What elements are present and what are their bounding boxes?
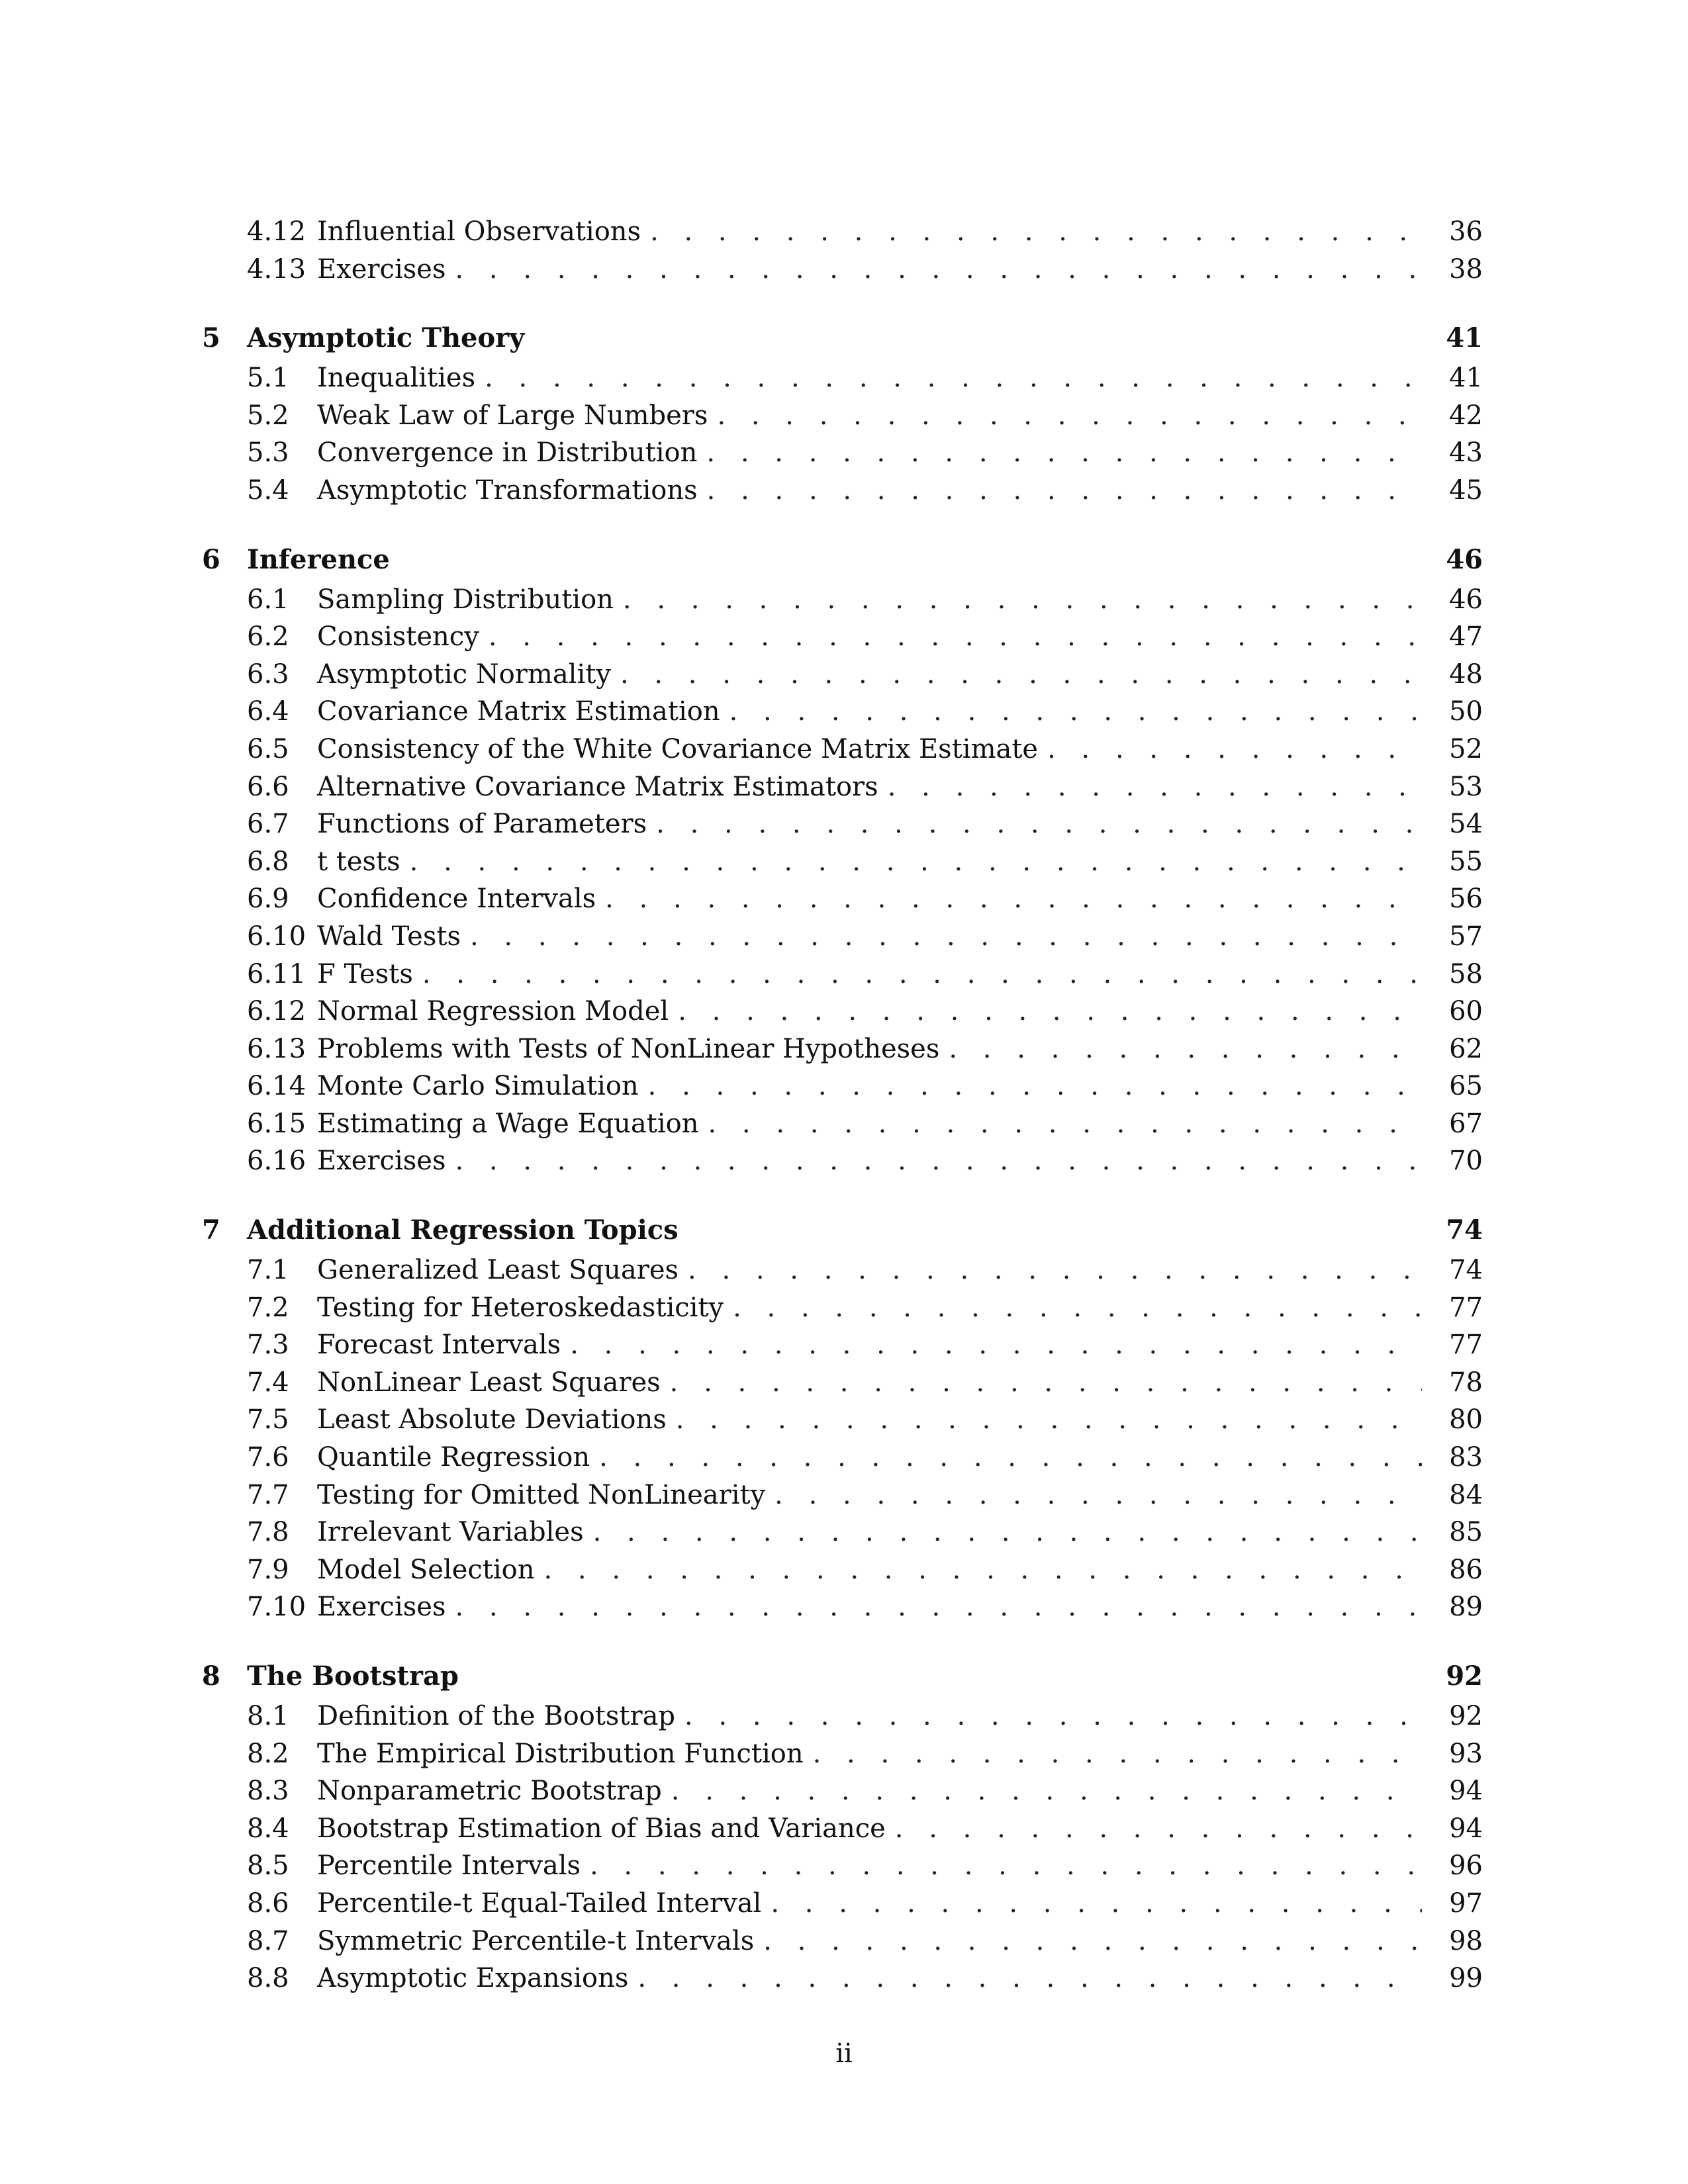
toc-section-entry[interactable]: [202, 880, 1483, 918]
toc-chapter-heading[interactable]: [202, 317, 1483, 359]
section-page-number: 65: [1449, 1071, 1483, 1102]
dot-leader: [648, 1068, 1422, 1105]
toc-section-entry[interactable]: [202, 1551, 1483, 1589]
section-title: Exercises: [317, 253, 446, 285]
section-page-number: 77: [1449, 1292, 1483, 1323]
toc-section-entry[interactable]: [202, 1068, 1483, 1105]
section-title: Functions of Parameters: [317, 809, 647, 840]
toc-section-entry[interactable]: [202, 472, 1483, 510]
section-number: 7.4: [247, 1367, 289, 1398]
toc-section-entry[interactable]: [202, 843, 1483, 881]
toc-section-entry[interactable]: [202, 805, 1483, 843]
section-page-number: 80: [1449, 1404, 1483, 1435]
section-page-number: 36: [1449, 216, 1483, 247]
section-page-number: 38: [1449, 253, 1483, 285]
section-title: Nonparametric Bootstrap: [317, 1776, 662, 1807]
toc-section-entry[interactable]: [202, 768, 1483, 806]
toc-section-entry[interactable]: [202, 618, 1483, 656]
section-number: 7.6: [247, 1442, 289, 1473]
section-number: 8.1: [247, 1701, 289, 1731]
page-number: ii: [835, 2038, 853, 2069]
chapter-title: Inference: [247, 543, 390, 575]
toc-section-entry[interactable]: [202, 1923, 1483, 1960]
section-title: Symmetric Percentile-t Intervals: [317, 1925, 755, 1956]
section-page-number: 62: [1449, 1033, 1483, 1064]
section-page-number: 53: [1449, 771, 1483, 802]
toc-section-entry[interactable]: [202, 1030, 1483, 1068]
dot-leader: [543, 1551, 1422, 1589]
section-page-number: 94: [1449, 1776, 1483, 1807]
chapter-number: 6: [202, 543, 220, 575]
dot-leader: [774, 1477, 1422, 1514]
section-page-number: 99: [1449, 1963, 1483, 1994]
dot-leader: [717, 397, 1422, 435]
section-number: 7.9: [247, 1554, 289, 1585]
section-title: Consistency of the White Covariance Matrix Estimate: [317, 733, 1039, 764]
section-number: 7.10: [247, 1592, 306, 1623]
toc-section-entry[interactable]: [202, 1251, 1483, 1289]
toc-section-entry[interactable]: [202, 1401, 1483, 1439]
toc-chapter-group: [202, 1655, 1483, 1997]
section-page-number: 54: [1449, 809, 1483, 840]
dot-leader: [771, 1885, 1422, 1923]
toc-section-entry[interactable]: [202, 1698, 1483, 1735]
toc-section-entry[interactable]: [202, 1105, 1483, 1143]
toc-section-entry[interactable]: [202, 213, 1483, 251]
section-title: Estimating a Wage Equation: [317, 1108, 699, 1139]
toc-section-entry[interactable]: [202, 1810, 1483, 1848]
chapter-title: Asymptotic Theory: [247, 322, 525, 354]
toc-section-entry[interactable]: [202, 1326, 1483, 1364]
toc-section-entry[interactable]: [202, 1514, 1483, 1551]
toc-chapter-heading[interactable]: [202, 539, 1483, 581]
section-number: 8.4: [247, 1813, 289, 1844]
chapter-number: 5: [202, 322, 220, 354]
section-title: Sampling Distribution: [317, 584, 614, 615]
section-page-number: 41: [1449, 363, 1483, 394]
section-number: 6.15: [247, 1108, 306, 1139]
section-title: Wald Tests: [317, 921, 461, 952]
section-page-number: 70: [1449, 1146, 1483, 1177]
section-page-number: 43: [1449, 437, 1483, 469]
section-page-number: 50: [1449, 696, 1483, 727]
section-title: Weak Law of Large Numbers: [317, 400, 708, 431]
toc-section-entry[interactable]: [202, 693, 1483, 731]
dot-leader: [650, 213, 1422, 251]
dot-leader: [688, 1251, 1422, 1289]
section-number: 8.3: [247, 1776, 289, 1807]
section-page-number: 42: [1449, 400, 1483, 431]
dot-leader: [676, 1401, 1422, 1439]
toc-chapter-group: [202, 539, 1483, 1181]
dot-leader: [637, 1960, 1422, 1997]
section-number: 8.2: [247, 1738, 289, 1769]
toc-section-entry[interactable]: [202, 918, 1483, 956]
section-title: Confidence Intervals: [317, 884, 596, 915]
dot-leader: [678, 993, 1422, 1030]
toc-section-entry[interactable]: [202, 1735, 1483, 1773]
toc-chapter-heading[interactable]: [202, 1209, 1483, 1251]
section-title: Percentile-t Equal-Tailed Interval: [317, 1888, 762, 1919]
section-number: 6.16: [247, 1146, 306, 1177]
dot-leader: [455, 1588, 1422, 1626]
section-page-number: 85: [1449, 1517, 1483, 1548]
section-number: 6.3: [247, 659, 289, 690]
section-page-number: 58: [1449, 958, 1483, 989]
section-title: Asymptotic Expansions: [317, 1963, 629, 1994]
section-title: Inequalities: [317, 363, 476, 394]
dot-leader: [590, 1847, 1422, 1885]
section-page-number: 86: [1449, 1554, 1483, 1585]
chapter-number: 8: [202, 1661, 220, 1692]
section-page-number: 92: [1449, 1701, 1483, 1731]
section-number: 5.2: [247, 400, 289, 431]
section-page-number: 48: [1449, 659, 1483, 690]
toc-section-entry[interactable]: [202, 397, 1483, 435]
section-title: Normal Regression Model: [317, 996, 669, 1027]
toc-section-entry[interactable]: [202, 656, 1483, 694]
section-number: 7.3: [247, 1330, 289, 1361]
chapter-page-number: 41: [1446, 322, 1483, 354]
dot-leader: [570, 1326, 1422, 1364]
section-number: 6.7: [247, 809, 289, 840]
toc-section-entry[interactable]: [202, 1439, 1483, 1477]
section-page-number: 89: [1449, 1592, 1483, 1623]
dot-leader: [895, 1810, 1422, 1848]
section-page-number: 94: [1449, 1813, 1483, 1844]
section-number: 6.9: [247, 884, 289, 915]
section-number: 6.14: [247, 1071, 306, 1102]
toc-continued-group: [202, 213, 1483, 288]
toc-section-entry[interactable]: [202, 1477, 1483, 1514]
section-page-number: 84: [1449, 1479, 1483, 1510]
section-page-number: 52: [1449, 733, 1483, 764]
dot-leader: [470, 918, 1422, 956]
section-number: 6.5: [247, 733, 289, 764]
dot-leader: [671, 1772, 1422, 1810]
section-title: Exercises: [317, 1146, 446, 1177]
section-title: Definition of the Bootstrap: [317, 1701, 676, 1731]
section-page-number: 60: [1449, 996, 1483, 1027]
toc-section-entry[interactable]: [202, 993, 1483, 1030]
dot-leader: [670, 1364, 1422, 1402]
dot-leader: [485, 359, 1422, 397]
table-of-contents: [202, 213, 1483, 1997]
section-page-number: 83: [1449, 1442, 1483, 1473]
section-number: 6.1: [247, 584, 289, 615]
toc-section-entry[interactable]: [202, 1772, 1483, 1810]
section-title: Asymptotic Transformations: [317, 475, 698, 506]
section-number: 8.8: [247, 1963, 289, 1994]
toc-section-entry[interactable]: [202, 251, 1483, 289]
chapter-title: Additional Regression Topics: [247, 1214, 679, 1246]
dot-leader: [599, 1439, 1422, 1477]
section-number: 6.13: [247, 1033, 306, 1064]
section-number: 6.10: [247, 921, 306, 952]
section-page-number: 46: [1449, 584, 1483, 615]
section-page-number: 77: [1449, 1330, 1483, 1361]
section-number: 6.11: [247, 958, 306, 989]
toc-section-entry[interactable]: [202, 1885, 1483, 1923]
section-title: Convergence in Distribution: [317, 437, 698, 469]
dot-leader: [708, 1105, 1422, 1143]
section-number: 6.6: [247, 771, 289, 802]
section-number: 4.12: [247, 216, 306, 247]
section-title: Irrelevant Variables: [317, 1517, 584, 1548]
section-title: Asymptotic Normality: [317, 659, 611, 690]
section-page-number: 93: [1449, 1738, 1483, 1769]
chapter-title: The Bootstrap: [247, 1661, 459, 1692]
section-number: 8.7: [247, 1925, 289, 1956]
toc-section-entry[interactable]: [202, 1364, 1483, 1402]
toc-section-entry[interactable]: [202, 434, 1483, 472]
dot-leader: [422, 956, 1422, 993]
section-page-number: 67: [1449, 1108, 1483, 1139]
toc-section-entry[interactable]: [202, 956, 1483, 993]
dot-leader: [733, 1289, 1422, 1327]
section-title: NonLinear Least Squares: [317, 1367, 661, 1398]
section-title: Influential Observations: [317, 216, 641, 247]
dot-leader: [410, 843, 1422, 881]
toc-section-entry[interactable]: [202, 731, 1483, 768]
section-page-number: 47: [1449, 621, 1483, 653]
section-title: Least Absolute Deviations: [317, 1404, 667, 1435]
dot-leader: [455, 251, 1422, 289]
toc-chapter-group: [202, 1209, 1483, 1626]
section-page-number: 78: [1449, 1367, 1483, 1398]
section-title: Testing for Omitted NonLinearity: [317, 1479, 766, 1510]
section-page-number: 57: [1449, 921, 1483, 952]
section-title: Bootstrap Estimation of Bias and Variance: [317, 1813, 886, 1844]
dot-leader: [623, 581, 1422, 619]
section-number: 7.8: [247, 1517, 289, 1548]
toc-chapter-heading[interactable]: [202, 1655, 1483, 1698]
section-page-number: 55: [1449, 846, 1483, 877]
chapter-page-number: 46: [1446, 543, 1483, 575]
toc-section-entry[interactable]: [202, 1960, 1483, 1997]
toc-chapter-group: [202, 317, 1483, 509]
section-title: Problems with Tests of NonLinear Hypotheses: [317, 1033, 940, 1064]
section-number: 5.3: [247, 437, 289, 469]
section-number: 8.6: [247, 1888, 289, 1919]
section-number: 7.2: [247, 1292, 289, 1323]
section-page-number: 96: [1449, 1850, 1483, 1882]
section-number: 8.5: [247, 1850, 289, 1882]
toc-section-entry[interactable]: [202, 1289, 1483, 1327]
section-page-number: 74: [1449, 1255, 1483, 1286]
dot-leader: [729, 693, 1422, 731]
dot-leader: [656, 805, 1422, 843]
section-title: Consistency: [317, 621, 479, 653]
section-number: 6.12: [247, 996, 306, 1027]
section-title: Monte Carlo Simulation: [317, 1071, 639, 1102]
toc-section-entry[interactable]: [202, 359, 1483, 397]
section-page-number: 56: [1449, 884, 1483, 915]
dot-leader: [706, 434, 1422, 472]
section-title: t tests: [317, 846, 400, 877]
section-number: 6.8: [247, 846, 289, 877]
dot-leader: [620, 656, 1422, 694]
section-title: Generalized Least Squares: [317, 1255, 679, 1286]
dot-leader: [888, 768, 1422, 806]
chapter-page-number: 92: [1446, 1661, 1483, 1692]
section-number: 5.1: [247, 363, 289, 394]
toc-section-entry[interactable]: [202, 1588, 1483, 1626]
section-page-number: 98: [1449, 1925, 1483, 1956]
toc-section-entry[interactable]: [202, 1847, 1483, 1885]
section-number: 7.1: [247, 1255, 289, 1286]
dot-leader: [455, 1142, 1422, 1180]
section-number: 7.5: [247, 1404, 289, 1435]
section-number: 6.2: [247, 621, 289, 653]
section-title: Percentile Intervals: [317, 1850, 581, 1882]
section-title: Covariance Matrix Estimation: [317, 696, 720, 727]
section-title: Testing for Heteroskedasticity: [317, 1292, 724, 1323]
toc-section-entry[interactable]: [202, 581, 1483, 619]
dot-leader: [593, 1514, 1422, 1551]
section-number: 5.4: [247, 475, 289, 506]
dot-leader: [605, 880, 1422, 918]
chapter-number: 7: [202, 1214, 220, 1246]
section-number: 4.13: [247, 253, 306, 285]
chapter-page-number: 74: [1446, 1214, 1483, 1246]
section-title: Exercises: [317, 1592, 446, 1623]
section-title: Quantile Regression: [317, 1442, 590, 1473]
section-number: 6.4: [247, 696, 289, 727]
section-page-number: 97: [1449, 1888, 1483, 1919]
dot-leader: [707, 472, 1422, 510]
section-title: Alternative Covariance Matrix Estimators: [317, 771, 878, 802]
section-number: 7.7: [247, 1479, 289, 1510]
dot-leader: [949, 1030, 1422, 1068]
dot-leader: [763, 1923, 1422, 1960]
dot-leader: [1047, 731, 1422, 768]
toc-section-entry[interactable]: [202, 1142, 1483, 1180]
section-title: The Empirical Distribution Function: [317, 1738, 804, 1769]
section-title: Forecast Intervals: [317, 1330, 561, 1361]
section-title: Model Selection: [317, 1554, 535, 1585]
dot-leader: [813, 1735, 1422, 1773]
dot-leader: [684, 1698, 1422, 1735]
section-page-number: 45: [1449, 475, 1483, 506]
section-title: F Tests: [317, 958, 413, 989]
dot-leader: [489, 618, 1422, 656]
